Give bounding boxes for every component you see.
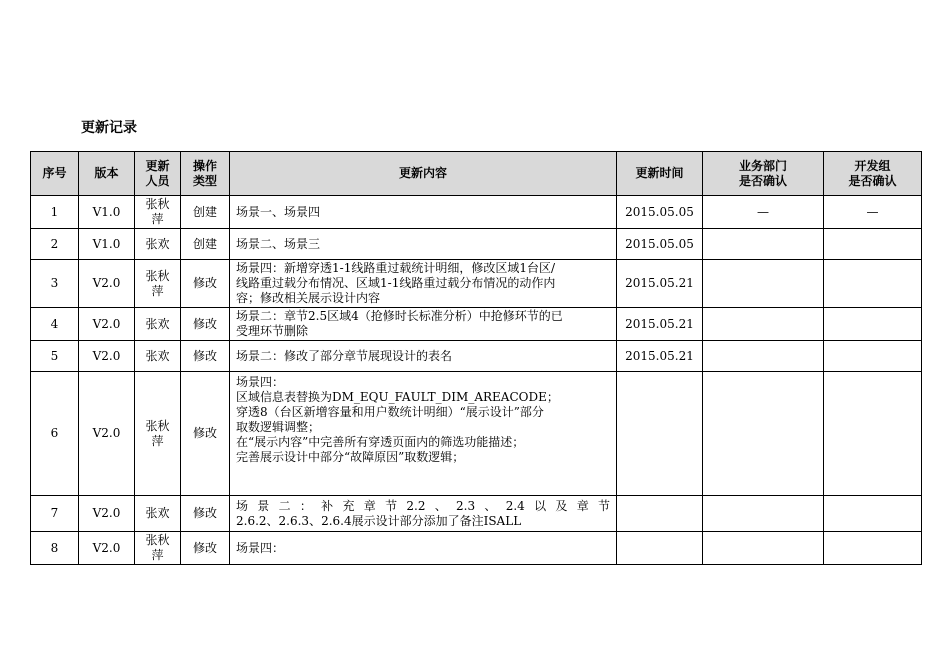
cell-biz-confirm xyxy=(703,372,824,496)
content-line: 场景四： xyxy=(236,375,285,389)
cell-time xyxy=(617,496,703,532)
cell-op: 创建 xyxy=(181,196,230,229)
cell-seq: 6 xyxy=(31,372,79,496)
header-content: 更新内容 xyxy=(230,152,617,196)
cell-time xyxy=(617,532,703,565)
cell-seq: 4 xyxy=(31,308,79,341)
cell-version: V2.0 xyxy=(79,341,135,372)
header-biz-confirm xyxy=(703,152,824,196)
table-row xyxy=(31,341,922,372)
content-line: 受理环节删除 xyxy=(236,324,309,338)
cell-time: 2015.05.05 xyxy=(617,196,703,229)
content-line: 容；修改相关展示设计内容 xyxy=(236,291,381,305)
cell-op: 修改 xyxy=(181,260,230,308)
cell-time: 2015.05.21 xyxy=(617,260,703,308)
person-line: 张欢 xyxy=(145,506,170,520)
cell-op: 创建 xyxy=(181,229,230,260)
cell-content xyxy=(230,496,617,532)
cell-content xyxy=(230,532,617,565)
cell-op: 修改 xyxy=(181,532,230,565)
cell-seq: 7 xyxy=(31,496,79,532)
header-person-line: 更新 xyxy=(145,158,170,173)
cell-version: V1.0 xyxy=(79,196,135,229)
header-dev-line: 开发组 xyxy=(854,158,891,173)
cell-version: V1.0 xyxy=(79,229,135,260)
cell-op: 修改 xyxy=(181,372,230,496)
content-line: 区域信息表替换为DM_EQU_FAULT_DIM_AREACODE； xyxy=(236,390,559,404)
content-line: 场景二：补充章节2.2、2.3、2.4以及章节 xyxy=(236,498,610,513)
cell-content xyxy=(230,308,617,341)
content-line: 场景一、场景四 xyxy=(236,204,321,219)
content-line: 在“展示内容”中完善所有穿透页面内的筛选功能描述； xyxy=(236,435,525,449)
cell-dev-confirm xyxy=(824,532,922,565)
cell-dev-confirm xyxy=(824,372,922,496)
cell-version: V2.0 xyxy=(79,532,135,565)
page-title: 更新记录 xyxy=(81,120,137,136)
person-line: 张欢 xyxy=(145,316,170,331)
cell-op: 修改 xyxy=(181,308,230,341)
table-row xyxy=(31,260,922,308)
cell-dev-confirm xyxy=(824,496,922,532)
person-line: 张秋 xyxy=(145,418,170,433)
cell-person xyxy=(135,496,181,532)
person-line: 萍 xyxy=(151,283,164,298)
cell-time xyxy=(617,372,703,496)
content-line: 线路重过载分布情况、区域1-1线路重过载分布情况的动作内 xyxy=(236,276,556,290)
content-line: 完善展示设计中部分“故障原因”取数逻辑； xyxy=(236,450,465,464)
person-line: 张欢 xyxy=(145,348,170,363)
content-line: 穿透8（台区新增容量和用户数统计明细）“展示设计”部分 xyxy=(236,405,544,419)
table-row xyxy=(31,229,922,260)
cell-biz-confirm xyxy=(703,229,824,260)
person-line: 张秋 xyxy=(145,268,170,283)
cell-dev-confirm xyxy=(824,229,922,260)
header-row xyxy=(31,152,922,196)
person-line: 萍 xyxy=(151,548,164,562)
header-op-line: 类型 xyxy=(192,173,217,188)
person-line: 张欢 xyxy=(145,236,170,251)
cell-seq: 8 xyxy=(31,532,79,565)
cell-person xyxy=(135,196,181,229)
cell-seq: 2 xyxy=(31,229,79,260)
content-line: 取数逻辑调整； xyxy=(236,420,321,434)
header-dev-confirm xyxy=(824,152,922,196)
cell-person xyxy=(135,532,181,565)
cell-version: V2.0 xyxy=(79,372,135,496)
table-row xyxy=(31,196,922,229)
cell-person xyxy=(135,229,181,260)
cell-content xyxy=(230,260,617,308)
cell-content xyxy=(230,341,617,372)
cell-version: V2.0 xyxy=(79,260,135,308)
cell-content xyxy=(230,196,617,229)
content-line: 场景二：修改了部分章节展现设计的表名 xyxy=(236,348,453,363)
cell-op: 修改 xyxy=(181,496,230,532)
cell-time: 2015.05.21 xyxy=(617,341,703,372)
cell-person xyxy=(135,341,181,372)
header-time: 更新时间 xyxy=(617,152,703,196)
table-row xyxy=(31,308,922,341)
cell-biz-confirm xyxy=(703,308,824,341)
person-line: 萍 xyxy=(151,433,164,448)
header-person xyxy=(135,152,181,196)
header-biz-line: 是否确认 xyxy=(738,173,787,188)
table-row xyxy=(31,496,922,532)
header-version: 版本 xyxy=(79,152,135,196)
cell-dev-confirm xyxy=(824,308,922,341)
content-line: 场景四：新增穿透1-1线路重过载统计明细，修改区域1台区/ xyxy=(236,261,556,275)
cell-person xyxy=(135,308,181,341)
update-record-table xyxy=(30,151,922,565)
cell-version: V2.0 xyxy=(79,496,135,532)
cell-seq: 1 xyxy=(31,196,79,229)
header-op-line: 操作 xyxy=(192,158,217,173)
content-line: 2.6.2、2.6.3、2.6.4展示设计部分添加了备注ISALL xyxy=(236,513,522,528)
cell-person xyxy=(135,372,181,496)
cell-biz-confirm: — xyxy=(703,196,824,229)
cell-biz-confirm xyxy=(703,496,824,532)
person-line: 萍 xyxy=(151,212,164,226)
header-biz-line: 业务部门 xyxy=(738,158,787,173)
person-line: 张秋 xyxy=(145,197,170,211)
content-line: 场景二：章节2.5区域4（抢修时长标准分析）中抢修环节的已 xyxy=(236,309,563,323)
cell-op: 修改 xyxy=(181,341,230,372)
cell-seq: 5 xyxy=(31,341,79,372)
header-op-type xyxy=(181,152,230,196)
header-person-line: 人员 xyxy=(145,173,170,188)
cell-biz-confirm xyxy=(703,532,824,565)
cell-biz-confirm xyxy=(703,260,824,308)
cell-biz-confirm xyxy=(703,341,824,372)
header-dev-line: 是否确认 xyxy=(848,173,897,188)
cell-dev-confirm: — xyxy=(824,196,922,229)
cell-dev-confirm xyxy=(824,260,922,308)
cell-seq: 3 xyxy=(31,260,79,308)
cell-time: 2015.05.05 xyxy=(617,229,703,260)
cell-time: 2015.05.21 xyxy=(617,308,703,341)
cell-dev-confirm xyxy=(824,341,922,372)
cell-person xyxy=(135,260,181,308)
cell-content xyxy=(230,372,617,496)
content-line: 场景二、场景三 xyxy=(236,236,321,251)
table-row xyxy=(31,372,922,496)
cell-content xyxy=(230,229,617,260)
person-line: 张秋 xyxy=(145,533,170,547)
cell-version: V2.0 xyxy=(79,308,135,341)
content-line: 场景四： xyxy=(236,540,285,555)
header-seq: 序号 xyxy=(31,152,79,196)
table-row xyxy=(31,532,922,565)
